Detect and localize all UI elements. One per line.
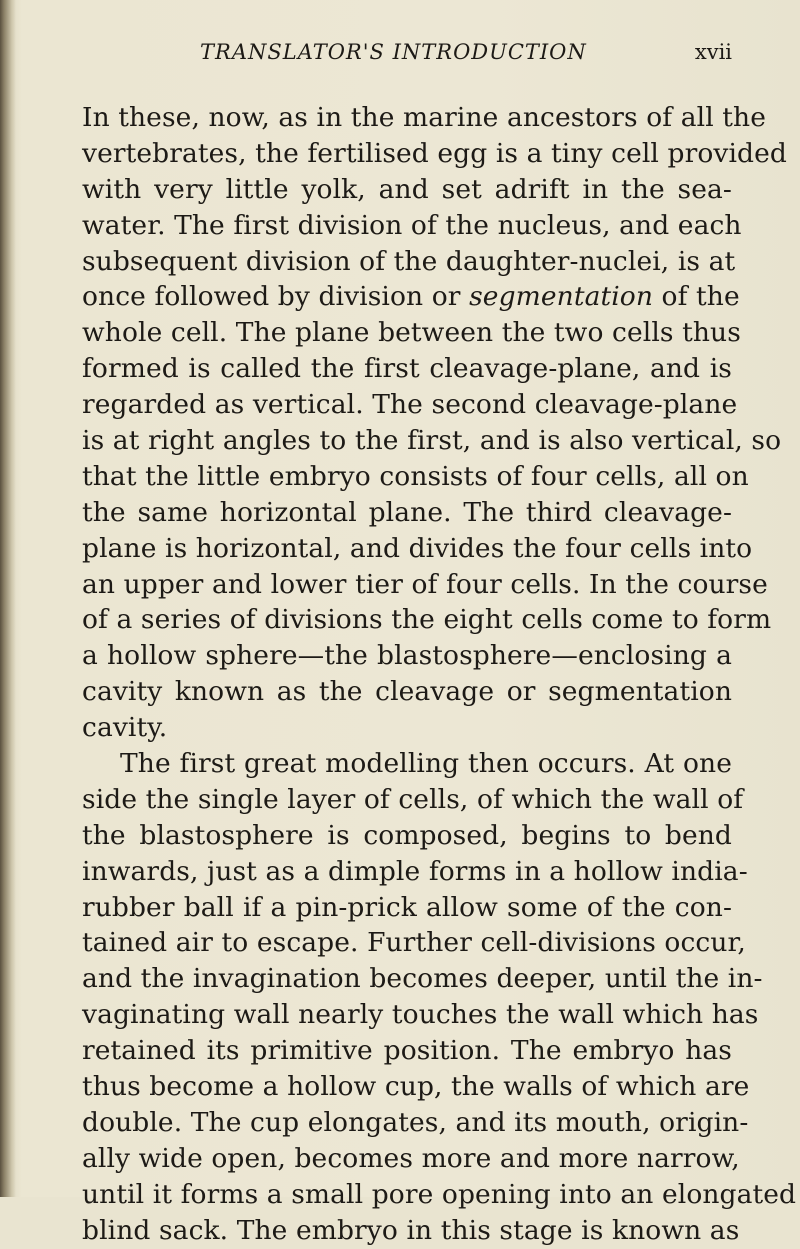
- text-line: inwards, just as a dimple forms in a hollow india-: [82, 855, 748, 887]
- text-line: cavity known as the cleavage or segmentation: [82, 676, 732, 708]
- text-line: In these, now, as in the marine ancestors of all the: [82, 102, 766, 133]
- text-line: is at right angles to the first, and is also vertical, so: [82, 425, 782, 457]
- text-line: a hollow sphere—the blastosphere—enclosing a: [82, 640, 732, 672]
- text-line: plane is horizontal, and divides the four cells into: [82, 532, 753, 564]
- text-line: with very little yolk, and set adrift in the sea-: [82, 173, 732, 205]
- text-line: blind sack. The embryo in this stage is known as: [82, 1214, 740, 1246]
- text-line: regarded as vertical. The second cleavage-plane: [82, 389, 738, 421]
- text-line: water. The first division of the nucleus, and each: [82, 209, 742, 241]
- binding-shadow: [0, 0, 16, 1197]
- text-line: The first great modelling then occurs. At one: [120, 748, 732, 780]
- body-text: [82, 100, 797, 1249]
- text-line: of a series of divisions the eight cells come to form: [82, 604, 772, 636]
- text-run: of the: [653, 281, 740, 313]
- text-line: double. The cup elongates, and its mouth, origin-: [82, 1106, 749, 1138]
- text-line: whole cell. The plane between the two cells thus: [82, 317, 741, 349]
- text-line: and the invagination becomes deeper, until the in-: [82, 963, 763, 995]
- text-line: formed is called the first cleavage-plane, and is: [82, 353, 732, 385]
- emphasis-term: segmentation: [469, 281, 654, 313]
- text-line: thus become a hollow cup, the walls of which are: [82, 1071, 750, 1103]
- text-line: rubber ball if a pin-prick allow some of the con-: [82, 891, 732, 923]
- text-line: an upper and lower tier of four cells. In the course: [82, 568, 768, 600]
- page-number: xvii: [694, 40, 732, 64]
- text-line: the same horizontal plane. The third cleavage-: [82, 496, 732, 528]
- text-line: vaginating wall nearly touches the wall which has: [82, 999, 759, 1031]
- text-line: subsequent division of the daughter-nuclei, is at: [82, 245, 736, 277]
- text-line: retained its primitive position. The embryo has: [82, 1035, 732, 1067]
- text-line: vertebrates, the fertilised egg is a tiny cell provided: [82, 137, 787, 169]
- running-title: TRANSLATOR'S INTRODUCTION: [200, 40, 587, 64]
- text-line: that the little embryo consists of four cells, all on: [82, 460, 749, 492]
- text-line: [82, 279, 740, 315]
- running-head: [82, 40, 732, 76]
- text-line: side the single layer of cells, of which the wall of: [82, 783, 744, 815]
- text-run: once followed by division or: [82, 281, 470, 313]
- text-line: ally wide open, becomes more and more narrow,: [82, 1142, 740, 1174]
- text-line: cavity.: [82, 712, 168, 744]
- text-line: until it forms a small pore opening into an elongated: [82, 1178, 797, 1210]
- text-line: tained air to escape. Further cell-divisions occur,: [82, 927, 746, 959]
- text-line: the blastosphere is composed, begins to bend: [82, 819, 732, 851]
